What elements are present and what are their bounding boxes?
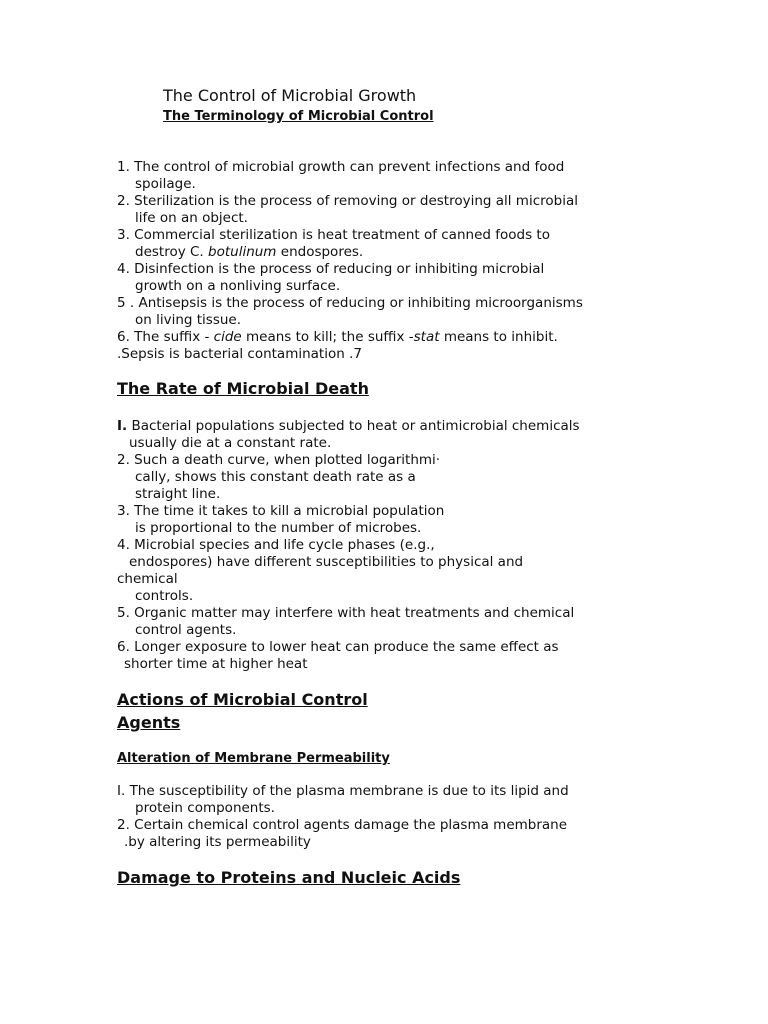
term-item-3: 3. Commercial sterilization is heat treatment of canned foods to <box>117 227 550 243</box>
term-item-6 <box>117 329 558 346</box>
rate-item-3: 3. The time it takes to kill a microbial population <box>117 503 445 519</box>
rate-heading: The Rate of Microbial Death <box>117 379 369 398</box>
actions-heading-cont: Agents <box>117 713 181 732</box>
actions-heading: Actions of Microbial Control <box>117 690 368 709</box>
term-item-3-cont <box>135 244 363 261</box>
term-item-2-cont: life on an object. <box>135 210 248 226</box>
rate-item-4-cont: endospores) have different susceptibilities to physical and <box>129 554 524 570</box>
rate-item-6: 6. Longer exposure to lower heat can produce the same effect as <box>117 639 559 655</box>
membrane-item-1-cont: protein components. <box>135 800 275 816</box>
damage-heading: Damage to Proteins and Nucleic Acids <box>117 868 461 887</box>
term-item-2: 2. Sterilization is the process of removing or destroying all microbial <box>117 193 578 209</box>
rate-item-1-cont: usually die at a constant rate. <box>129 435 332 451</box>
rate-item-2: 2. Such a death curve, when plotted logarithmi· <box>117 452 441 468</box>
membrane-heading: Alteration of Membrane Permeability <box>117 751 390 766</box>
rate-item-4-cont-2: chemical <box>117 571 178 587</box>
membrane-item-2: 2. Certain chemical control agents damage the plasma membrane <box>117 817 568 833</box>
term-item-7: .Sepsis is bacterial contamination .7 <box>117 346 362 362</box>
term-item-6-cide: cide <box>213 329 242 345</box>
rate-item-4-cont-3: controls. <box>135 588 194 604</box>
term-item-5: 5 . Antisepsis is the process of reducing or inhibiting microorganisms <box>117 295 583 311</box>
rate-item-1 <box>117 418 580 435</box>
term-item-1: 1. The control of microbial growth can prevent infections and food <box>117 159 565 175</box>
rate-item-1-number: I. <box>117 418 128 434</box>
rate-item-5-cont: control agents. <box>135 622 237 638</box>
membrane-item-2-cont: .by altering its permeability <box>124 834 311 850</box>
term-item-6-stat: stat <box>413 329 440 345</box>
rate-item-6-cont: shorter time at higher heat <box>124 656 308 672</box>
term-item-5-cont: on living tissue. <box>135 312 242 328</box>
rate-item-5: 5. Organic matter may interfere with heat treatments and chemical <box>117 605 575 621</box>
rate-item-2-cont: cally, shows this constant death rate as a <box>135 469 416 485</box>
rate-item-2-cont-2: straight line. <box>135 486 221 502</box>
document-subtitle: The Terminology of Microbial Control <box>163 109 434 124</box>
term-item-4-cont: growth on a nonliving surface. <box>135 278 341 294</box>
rate-item-1-text: Bacterial populations subjected to heat or antimicrobial chemicals <box>127 418 580 434</box>
document-title: The Control of Microbial Growth <box>163 86 417 105</box>
rate-item-4: 4. Microbial species and life cycle phases (e.g., <box>117 537 435 553</box>
term-item-4: 4. Disinfection is the process of reducing or inhibiting microbial <box>117 261 545 277</box>
rate-item-3-cont: is proportional to the number of microbes. <box>135 520 422 536</box>
term-item-3-text: destroy C. <box>135 244 209 260</box>
membrane-item-1: I. The susceptibility of the plasma membrane is due to its lipid and <box>117 783 569 799</box>
term-item-3-species: botulinum <box>208 244 277 260</box>
term-item-6-text-a: 6. The suffix - <box>117 329 214 345</box>
term-item-6-text-b: means to kill; the suffix - <box>241 329 414 345</box>
term-item-1-cont: spoilage. <box>135 176 196 192</box>
term-item-3-tail: endospores. <box>276 244 364 260</box>
term-item-6-text-c: means to inhibit. <box>439 329 558 345</box>
